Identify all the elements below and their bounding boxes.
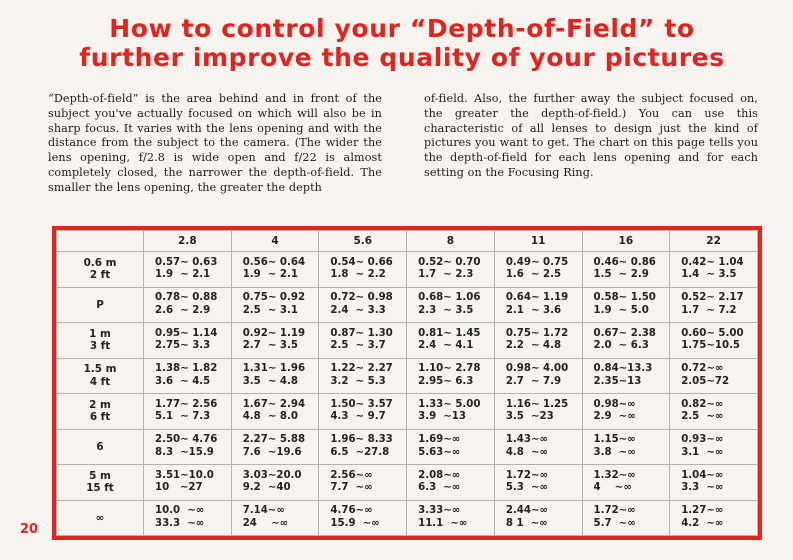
depth-range-cell: [319, 358, 407, 394]
range-feet: 2.6 ∼ 2.9: [155, 304, 211, 316]
range-meters: 1.16∼ 1.25: [505, 398, 569, 410]
range-feet: 7.7 ∼∞: [330, 482, 373, 494]
aperture-header-row: [57, 231, 758, 252]
range-meters: 0.81∼ 1.45: [418, 327, 481, 339]
range-feet: 2.95∼ 6.3: [418, 375, 474, 387]
depth-range-cell: [582, 358, 670, 394]
table-row: [57, 500, 758, 536]
range-meters: 2.56∼∞: [330, 469, 373, 481]
range-meters: 0.98∼∞: [593, 398, 636, 410]
range-feet: 3.5 ∼ 4.8: [242, 375, 298, 387]
body-text-left-column: “Depth-of-field” is the area behind and in front of the subject you've actually focused on which will also be in sharp focus. It varies with the lens opening and with the distance from the subject to the camera. (The wider the lens opening, f/2.8 is wide open and f/22 is almost completely closed, the narrower the depth-of-field. The smaller the lens opening, the greater the depth: [48, 92, 382, 194]
range-meters: 0.72∼ 0.98: [330, 292, 393, 304]
range-feet: 2.5 ∼∞: [681, 411, 724, 423]
range-feet: 4.8 ∼∞: [505, 446, 548, 458]
range-feet: 11.1 ∼∞: [418, 517, 468, 529]
range-meters: 1.96∼ 8.33: [330, 434, 393, 446]
range-feet: 2.5 ∼ 3.7: [330, 340, 386, 352]
depth-range-cell: [670, 252, 758, 288]
depth-range-cell: [407, 323, 495, 359]
depth-range-cell: [144, 358, 232, 394]
range-meters: 2.27∼ 5.88: [242, 434, 306, 446]
range-meters: 1.72∼∞: [505, 469, 548, 481]
range-feet: 2.75∼ 3.3: [155, 340, 211, 352]
range-feet: 3.8 ∼∞: [593, 446, 636, 458]
depth-range-cell: [407, 358, 495, 394]
range-meters: 7.14∼∞: [242, 505, 285, 517]
corner-cell: [57, 231, 144, 252]
range-feet: 2.05∼72: [681, 375, 730, 387]
range-meters: 1.77∼ 2.56: [155, 398, 218, 410]
range-meters: 0.67∼ 2.38: [593, 327, 656, 339]
focus-distance-text: 1 m: [89, 327, 111, 340]
range-feet: 2.9 ∼∞: [593, 411, 636, 423]
range-meters: 0.98∼ 4.00: [505, 363, 569, 375]
range-meters: 0.56∼ 0.64: [242, 256, 306, 268]
depth-range-cell: [407, 252, 495, 288]
depth-range-cell: [494, 287, 582, 323]
range-feet: 2.1 ∼ 3.6: [505, 304, 562, 316]
range-feet: 15.9 ∼∞: [330, 517, 380, 529]
range-meters: 1.50∼ 3.57: [330, 398, 393, 410]
range-meters: 0.52∼ 2.17: [681, 292, 744, 304]
aperture-header: 16: [582, 231, 670, 252]
depth-range-cell: [582, 287, 670, 323]
range-meters: 0.87∼ 1.30: [330, 327, 393, 339]
depth-range-cell: [144, 252, 232, 288]
depth-range-cell: [407, 287, 495, 323]
range-feet: 24 ∼∞: [242, 517, 289, 529]
focus-distance-label: [57, 358, 144, 394]
depth-range-cell: [670, 500, 758, 536]
depth-range-cell: [670, 465, 758, 501]
range-feet: 8.3 ∼15.9: [155, 446, 214, 458]
range-meters: 0.52∼ 0.70: [418, 256, 481, 268]
depth-range-cell: [582, 252, 670, 288]
range-meters: 4.76∼∞: [330, 505, 373, 517]
range-meters: 2.08∼∞: [418, 469, 461, 481]
range-feet: 6.5 ∼27.8: [330, 446, 390, 458]
focus-distance-text: 6 ft: [89, 411, 111, 424]
range-meters: 0.57∼ 0.63: [155, 256, 218, 268]
focus-distance-label: [57, 394, 144, 430]
depth-range-cell: [231, 429, 319, 465]
range-meters: 3.33∼∞: [418, 505, 461, 517]
depth-range-cell: [494, 500, 582, 536]
aperture-header: 2.8: [144, 231, 232, 252]
range-meters: 0.75∼ 1.72: [505, 327, 569, 339]
range-meters: 0.42∼ 1.04: [681, 256, 744, 268]
focus-distance-label: [57, 287, 144, 323]
range-meters: 1.27∼∞: [681, 505, 724, 517]
table-row: [57, 394, 758, 430]
range-feet: 1.7 ∼ 7.2: [681, 304, 737, 316]
depth-range-cell: [319, 500, 407, 536]
range-feet: 1.5 ∼ 2.9: [593, 269, 649, 281]
aperture-header: 4: [231, 231, 319, 252]
range-feet: 1.4 ∼ 3.5: [681, 269, 737, 281]
range-feet: 1.75∼10.5: [681, 340, 741, 352]
aperture-header: 22: [670, 231, 758, 252]
range-feet: 2.35∼13: [593, 375, 642, 387]
range-feet: 2.2 ∼ 4.8: [505, 340, 562, 352]
focus-distance-text: 3 ft: [89, 340, 111, 353]
focus-distance-label: [57, 465, 144, 501]
range-feet: 3.3 ∼∞: [681, 482, 724, 494]
range-feet: 5.7 ∼∞: [593, 517, 636, 529]
focus-distance-label: [57, 323, 144, 359]
depth-range-cell: [494, 429, 582, 465]
depth-range-cell: [582, 323, 670, 359]
depth-range-cell: [670, 323, 758, 359]
range-meters: 1.31∼ 1.96: [242, 363, 306, 375]
focus-distance-text: 6: [96, 440, 104, 453]
depth-range-cell: [231, 358, 319, 394]
depth-range-cell: [407, 394, 495, 430]
table-row: [57, 287, 758, 323]
range-meters: 1.22∼ 2.27: [330, 363, 393, 375]
range-feet: 4.3 ∼ 9.7: [330, 411, 386, 423]
depth-range-cell: [144, 500, 232, 536]
range-feet: 5.1 ∼ 7.3: [155, 411, 211, 423]
depth-range-cell: [407, 465, 495, 501]
focus-distance-text: P: [96, 298, 104, 311]
range-meters: 0.75∼ 0.92: [242, 292, 306, 304]
focus-distance-text: 5 m: [89, 469, 111, 482]
range-meters: 1.72∼∞: [593, 505, 636, 517]
range-meters: 2.44∼∞: [505, 505, 548, 517]
range-feet: 5.3 ∼∞: [505, 482, 548, 494]
page-number: 20: [20, 522, 39, 537]
range-meters: 1.69∼∞: [418, 434, 461, 446]
focus-distance-label: [57, 500, 144, 536]
range-meters: 0.54∼ 0.66: [330, 256, 393, 268]
range-feet: 1.7 ∼ 2.3: [418, 269, 474, 281]
range-feet: 2.3 ∼ 3.5: [418, 304, 474, 316]
depth-range-cell: [231, 500, 319, 536]
range-feet: 4.8 ∼ 8.0: [242, 411, 298, 423]
focus-distance-label: [57, 429, 144, 465]
depth-range-cell: [144, 287, 232, 323]
range-meters: 3.03∼20.0: [242, 469, 302, 481]
depth-range-cell: [231, 465, 319, 501]
range-feet: 2.7 ∼ 7.9: [505, 375, 562, 387]
range-feet: 2.4 ∼ 3.3: [330, 304, 386, 316]
table-row: [57, 323, 758, 359]
depth-range-cell: [582, 429, 670, 465]
range-meters: 1.04∼∞: [681, 469, 724, 481]
range-meters: 0.64∼ 1.19: [505, 292, 569, 304]
focus-distance-text: 1.5 m: [83, 363, 117, 376]
table-row: [57, 465, 758, 501]
range-feet: 7.6 ∼19.6: [242, 446, 302, 458]
range-meters: 0.82∼∞: [681, 398, 724, 410]
depth-range-cell: [144, 394, 232, 430]
range-meters: 0.84∼13.3: [593, 363, 653, 375]
range-feet: 1.8 ∼ 2.2: [330, 269, 386, 281]
focus-distance-text: 2 m: [89, 398, 111, 411]
depth-range-cell: [319, 465, 407, 501]
range-meters: 10.0 ∼∞: [155, 505, 205, 517]
range-feet: 1.9 ∼ 5.0: [593, 304, 649, 316]
depth-range-cell: [231, 394, 319, 430]
depth-range-cell: [670, 394, 758, 430]
range-meters: 1.67∼ 2.94: [242, 398, 306, 410]
range-meters: 0.68∼ 1.06: [418, 292, 481, 304]
depth-range-cell: [319, 252, 407, 288]
range-meters: 0.46∼ 0.86: [593, 256, 656, 268]
range-feet: 3.6 ∼ 4.5: [155, 375, 211, 387]
depth-range-cell: [494, 465, 582, 501]
range-feet: 1.9 ∼ 2.1: [242, 269, 298, 281]
range-meters: 0.78∼ 0.88: [155, 292, 218, 304]
focus-distance-text: 4 ft: [89, 375, 111, 388]
depth-range-cell: [407, 500, 495, 536]
range-meters: 0.58∼ 1.50: [593, 292, 656, 304]
range-meters: 1.32∼∞: [593, 469, 636, 481]
depth-range-cell: [670, 287, 758, 323]
range-meters: 1.15∼∞: [593, 434, 636, 446]
range-meters: 3.51∼10.0: [155, 469, 214, 481]
depth-range-cell: [231, 287, 319, 323]
range-feet: 6.3 ∼∞: [418, 482, 461, 494]
focus-distance-text: ∞: [95, 511, 105, 524]
range-feet: 4.2 ∼∞: [681, 517, 724, 529]
range-meters: 2.50∼ 4.76: [155, 434, 218, 446]
range-feet: 5.63∼∞: [418, 446, 461, 458]
depth-range-cell: [582, 465, 670, 501]
range-feet: 9.2 ∼40: [242, 482, 291, 494]
range-feet: 10 ∼27: [155, 482, 203, 494]
focus-distance-text: 0.6 m: [83, 256, 117, 269]
depth-range-cell: [319, 429, 407, 465]
depth-range-cell: [144, 465, 232, 501]
range-meters: 1.33∼ 5.00: [418, 398, 481, 410]
depth-range-cell: [144, 429, 232, 465]
range-meters: 0.49∼ 0.75: [505, 256, 569, 268]
depth-range-cell: [319, 394, 407, 430]
table-row: [57, 358, 758, 394]
body-text-right-column: of-field. Also, the further away the subject focused on, the greater the depth-of-field.) You can use this characteristic of all lenses to design just the kind of pictures you want to get. The chart on this page tells you the depth-of-field for each lens opening and for each setting on the Focusing Ring.: [424, 92, 758, 179]
range-meters: 0.95∼ 1.14: [155, 327, 218, 339]
range-feet: 3.2 ∼ 5.3: [330, 375, 386, 387]
depth-range-cell: [231, 252, 319, 288]
range-meters: 0.60∼ 5.00: [681, 327, 744, 339]
range-feet: 3.5 ∼23: [505, 411, 554, 423]
range-meters: 0.72∼∞: [681, 363, 724, 375]
depth-range-cell: [494, 252, 582, 288]
focus-distance-text: 15 ft: [86, 482, 114, 495]
depth-range-cell: [670, 429, 758, 465]
depth-range-cell: [319, 323, 407, 359]
table-row: [57, 429, 758, 465]
depth-range-cell: [582, 394, 670, 430]
range-meters: 0.93∼∞: [681, 434, 724, 446]
depth-range-cell: [494, 394, 582, 430]
depth-range-cell: [144, 323, 232, 359]
range-meters: 1.10∼ 2.78: [418, 363, 481, 375]
depth-range-cell: [670, 358, 758, 394]
range-meters: 1.38∼ 1.82: [155, 363, 218, 375]
range-feet: 2.0 ∼ 6.3: [593, 340, 649, 352]
title-line-2: further improve the quality of your pictures: [79, 43, 725, 72]
depth-range-cell: [494, 358, 582, 394]
range-feet: 1.6 ∼ 2.5: [505, 269, 562, 281]
depth-of-field-table: [56, 230, 758, 536]
range-feet: 4 ∼∞: [593, 482, 632, 494]
depth-range-cell: [494, 323, 582, 359]
range-feet: 3.1 ∼∞: [681, 446, 724, 458]
page-title: [22, 14, 782, 72]
range-meters: 1.43∼∞: [505, 434, 548, 446]
depth-of-field-chart-frame: [52, 226, 762, 540]
range-feet: 3.9 ∼13: [418, 411, 466, 423]
aperture-header: 8: [407, 231, 495, 252]
range-meters: 0.92∼ 1.19: [242, 327, 306, 339]
range-feet: 1.9 ∼ 2.1: [155, 269, 211, 281]
depth-range-cell: [319, 287, 407, 323]
aperture-header: 5.6: [319, 231, 407, 252]
range-feet: 2.7 ∼ 3.5: [242, 340, 298, 352]
range-feet: 2.5 ∼ 3.1: [242, 304, 298, 316]
focus-distance-label: [57, 252, 144, 288]
range-feet: 8 1 ∼∞: [505, 517, 548, 529]
depth-range-cell: [582, 500, 670, 536]
depth-range-cell: [231, 323, 319, 359]
range-feet: 33.3 ∼∞: [155, 517, 205, 529]
title-line-1: How to control your “Depth-of-Field” to: [109, 14, 695, 43]
aperture-header: 11: [494, 231, 582, 252]
focus-distance-text: 2 ft: [89, 269, 111, 282]
range-feet: 2.4 ∼ 4.1: [418, 340, 474, 352]
depth-range-cell: [407, 429, 495, 465]
table-row: [57, 252, 758, 288]
